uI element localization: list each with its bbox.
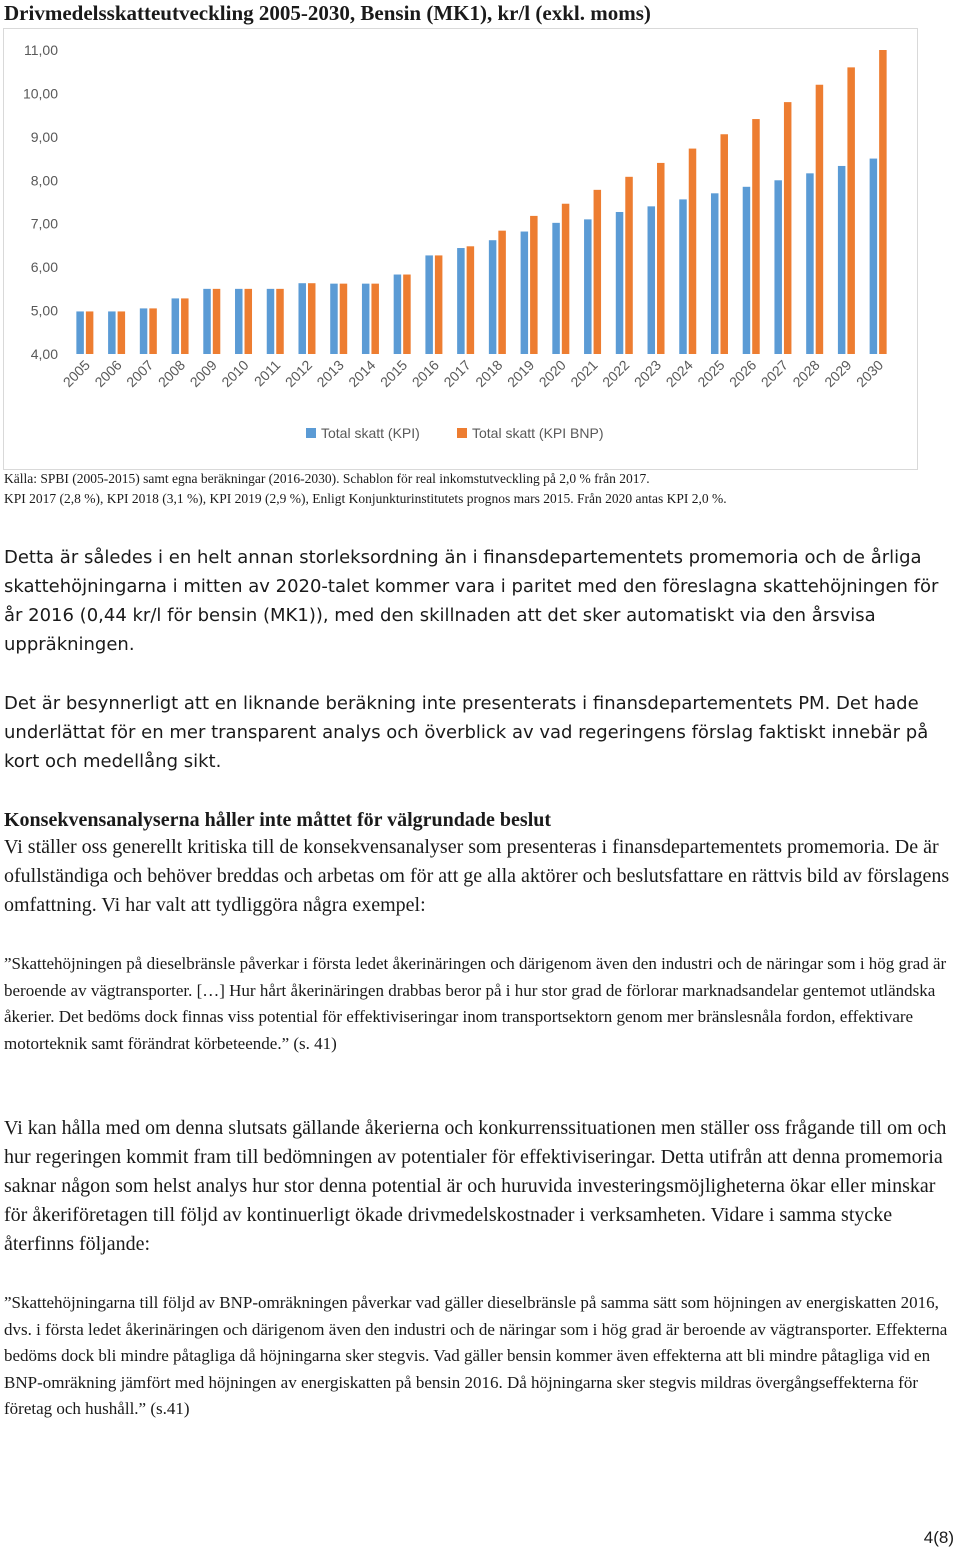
- x-tick-label: 2014: [345, 356, 379, 391]
- bar-kpi: [616, 212, 624, 354]
- x-tick-label: 2008: [154, 356, 189, 391]
- x-tick-label: 2030: [852, 356, 887, 391]
- bar-kpi-bnp: [784, 102, 792, 354]
- bar-kpi-bnp: [498, 231, 506, 354]
- x-tick-label: 2021: [567, 356, 601, 391]
- bar-kpi: [108, 311, 116, 354]
- bar-kpi: [711, 193, 719, 354]
- chart-svg: [4, 29, 917, 469]
- page-number: 4(8): [923, 1528, 954, 1547]
- bar-kpi: [774, 180, 782, 354]
- bar-kpi-bnp: [435, 255, 443, 354]
- x-tick-label: 2012: [281, 356, 316, 391]
- bar-kpi-bnp: [403, 275, 411, 354]
- bar-kpi-bnp: [276, 289, 284, 354]
- source-line-2: KPI 2017 (2,8 %), KPI 2018 (3,1 %), KPI 2019 (2,9 %), Enligt Konjunkturinstitutets prognos mars 2015. Från 2020 antas KPI 2,0 %.: [4, 491, 727, 506]
- bar-kpi: [362, 284, 370, 354]
- bar-kpi: [806, 173, 814, 354]
- paragraph-4: Vi kan hålla med om denna slutsats gällande åkerierna och konkurrenssituationen men ställer oss frågande till om och hur regeringen kommit fram till bedömningen av potentialer för effektiviseringar. Detta utifrån att denna promemoria saknar någon som helst analys hur stor denna potential är och huruvida investeringsmöjligheterna ökar eller minskar för åkeriföretagen till följd av kontinuerligt ökade drivmedelskostnader i verksamheten. Vidare i samma stycke återfinns följande:: [4, 1117, 947, 1255]
- bar-kpi: [203, 289, 211, 354]
- paragraph-3: Vi ställer oss generellt kritiska till de konsekvensanalyser som presenteras i finansdepartementets promemoria. De är ofullständiga och behöver breddas och arbetas om för att ge alla aktörer och beslutsfattare en rättvis bild av förslagens omfattning. Vi har valt att tydliggöra några exempel:: [4, 836, 950, 916]
- bar-kpi: [679, 199, 687, 354]
- bar-kpi: [584, 219, 592, 354]
- legend-label: Total skatt (KPI BNP): [472, 425, 604, 441]
- bar-kpi: [870, 159, 878, 354]
- x-tick-label: 2028: [789, 356, 823, 391]
- legend-label: Total skatt (KPI): [321, 425, 420, 441]
- x-tick-label: 2006: [91, 356, 125, 391]
- bar-kpi-bnp: [752, 119, 760, 354]
- bar-kpi: [425, 255, 433, 354]
- bar-kpi-bnp: [467, 246, 475, 354]
- bar-kpi-bnp: [562, 204, 570, 354]
- x-tick-label: 2010: [218, 356, 252, 391]
- x-tick-label: 2018: [472, 356, 506, 391]
- x-tick-label: 2026: [725, 356, 760, 391]
- source-line-1: Källa: SPBI (2005-2015) samt egna beräkningar (2016-2030). Schablon för real inkomstutveckling på 2,0 % från 2017.: [4, 471, 650, 486]
- y-tick-label: 6,00: [30, 259, 58, 276]
- bar-kpi: [298, 283, 306, 354]
- x-tick-label: 2027: [757, 356, 792, 391]
- y-tick-label: 10,00: [22, 85, 58, 102]
- quote-2: ”Skattehöjningarna till följd av BNP-omräkningen påverkar vad gäller dieselbränsle på samma sätt som höjningen av energiskatten 2016, dvs. i första ledet åkerinäringen och därigenom även den industri och de näringar som i hög grad är beroende av vägtransporter. Effekterna bedöms dock bli mindre påtagliga då höjningarna sker stegvis. Vad gäller bensin kommer även effekterna att bli mindre påtagliga vid en BNP-omräkning jämfört med höjningen av energiskatten på bensin 2016. Då höjningarna sker stegvis mildras övergångseffekterna för företag och hushåll.” (s.41): [4, 1293, 948, 1418]
- y-tick-label: 4,00: [30, 346, 58, 362]
- x-tick-label: 2020: [535, 356, 569, 391]
- bar-kpi: [457, 248, 465, 354]
- bar-kpi-bnp: [149, 308, 157, 354]
- x-tick-label: 2024: [662, 356, 696, 391]
- bar-kpi: [521, 232, 529, 354]
- y-tick-label: 8,00: [30, 172, 58, 189]
- bar-kpi-bnp: [847, 67, 855, 354]
- y-tick-label: 11,00: [24, 42, 58, 58]
- bar-kpi-bnp: [245, 289, 253, 354]
- bar-kpi-bnp: [530, 216, 538, 354]
- x-tick-label: 2017: [440, 356, 474, 391]
- bar-kpi: [330, 284, 338, 354]
- bar-kpi-bnp: [371, 284, 379, 354]
- x-tick-label: 2025: [694, 356, 728, 391]
- bar-kpi: [235, 289, 243, 354]
- bar-kpi: [394, 275, 402, 354]
- bar-kpi-bnp: [340, 284, 348, 354]
- bar-kpi-bnp: [118, 311, 126, 354]
- bar-kpi-bnp: [181, 298, 189, 354]
- page-title: Drivmedelsskatteutveckling 2005-2030, Bensin (MK1), kr/l (exkl. moms): [4, 1, 651, 25]
- bar-kpi: [267, 289, 275, 354]
- y-tick-label: 5,00: [30, 302, 58, 319]
- bar-kpi-bnp: [308, 283, 316, 354]
- bar-kpi-bnp: [689, 149, 697, 354]
- x-tick-label: 2007: [123, 356, 157, 391]
- bar-kpi-bnp: [816, 85, 824, 354]
- chart-source-note: [4, 469, 954, 509]
- bar-kpi-bnp: [594, 190, 602, 354]
- bar-kpi: [76, 311, 84, 354]
- bar-kpi-bnp: [213, 289, 221, 354]
- bar-kpi-bnp: [879, 50, 887, 354]
- x-tick-label: 2023: [630, 356, 665, 391]
- legend-swatch: [306, 428, 316, 438]
- bar-kpi: [172, 298, 180, 354]
- bar-kpi: [489, 240, 497, 354]
- x-tick-label: 2013: [313, 356, 347, 391]
- section-heading: Konsekvensanalyserna håller inte måttet för välgrundade beslut: [4, 809, 552, 831]
- bar-kpi-bnp: [625, 177, 633, 354]
- x-tick-label: 2019: [503, 356, 538, 391]
- bar-kpi: [140, 308, 148, 354]
- x-tick-label: 2022: [599, 356, 633, 391]
- bar-kpi: [743, 187, 751, 354]
- bar-kpi-bnp: [657, 163, 665, 354]
- bar-kpi-bnp: [86, 311, 94, 354]
- bar-kpi: [838, 166, 846, 354]
- paragraph-1: Detta är således i en helt annan storleksordning än i finansdepartementets promemoria och de årliga skattehöjningarna i mitten av 2020-talet kommer vara i paritet med den föreslagna skattehöjningen för år 2016 (0,44 kr/l för bensin (MK1)), med den skillnaden att det sker automatiskt via den årsvisa uppräkningen.: [4, 547, 939, 655]
- x-tick-label: 2015: [376, 356, 411, 391]
- paragraph-2: Det är besynnerligt att en liknande beräkning inte presenterats i finansdepartementets PM. Det hade underlättat för en mer transparent analys och överblick av vad regeringens förslag faktiskt innebär på kort och medellång sikt.: [4, 693, 929, 772]
- bar-kpi: [648, 206, 656, 354]
- y-tick-label: 9,00: [30, 128, 58, 145]
- x-tick-label: 2009: [186, 356, 220, 391]
- bar-kpi-bnp: [720, 134, 728, 354]
- x-tick-label: 2005: [59, 356, 93, 391]
- x-tick-label: 2029: [821, 356, 855, 391]
- quote-1: ”Skattehöjningen på dieselbränsle påverkar i första ledet åkerinäringen och därigenom även den industri och de näringar som i hög grad är beroende av vägtransporter. […] Hur hårt åkerinäringen drabbas beror på i hur stor grad de förlorar marknadsandelar gentemot utländska åkerier. Det bedöms dock finnas viss potential för effektiviseringar inom transportsektorn genom mer bränslesnåla fordon, effektivare motorteknik samt förändrat körbeteende.” (s. 41): [4, 954, 947, 1053]
- x-tick-label: 2016: [408, 356, 443, 391]
- bar-kpi: [552, 223, 560, 354]
- x-tick-label: 2011: [250, 356, 284, 390]
- legend-swatch: [457, 428, 467, 438]
- tax-chart: [3, 28, 918, 470]
- y-tick-label: 7,00: [30, 215, 58, 232]
